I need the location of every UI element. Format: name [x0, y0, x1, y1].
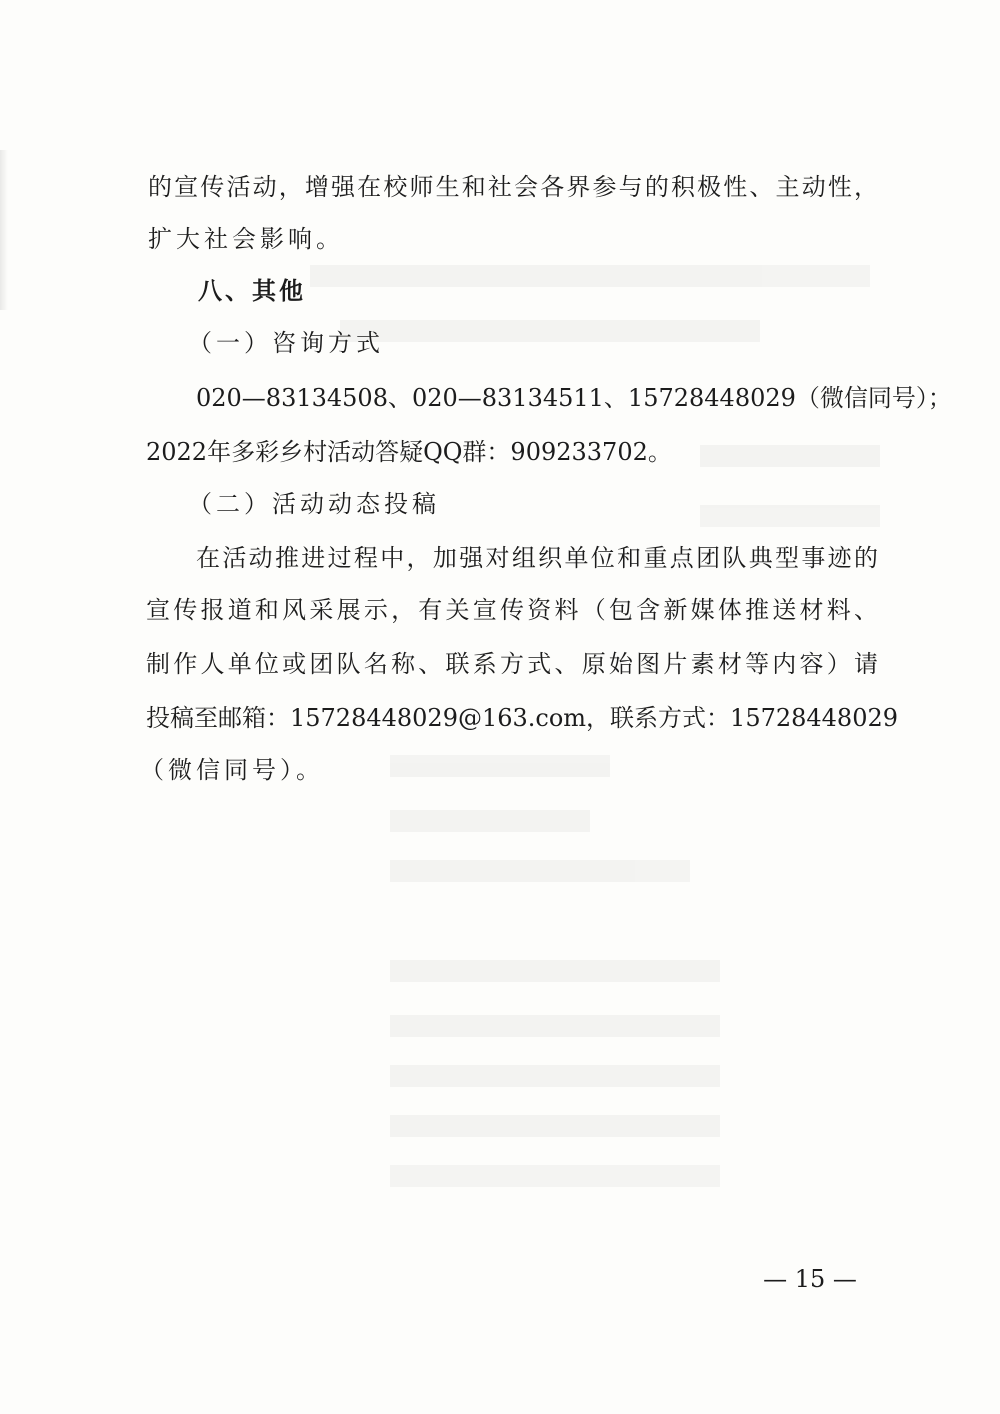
contact-phone-line: 020—83134508、020—83134511、15728448029（微信同号）； — [196, 384, 952, 412]
paragraph-line-4: 宣传报道和风采展示，有关宣传资料（包含新媒体推送材料、 — [146, 596, 878, 624]
subsection-heading-submission: （二）活动动态投稿 — [188, 490, 440, 518]
subsection-heading-contact: （一）咨询方式 — [188, 329, 384, 357]
section-heading-other: 八、其他 — [198, 277, 306, 305]
paragraph-line-1: 的宣传活动，增强在校师生和社会各界参与的积极性、主动性， — [148, 173, 878, 201]
contact-qq-line: 2022年多彩乡村活动答疑QQ群：909233702。 — [146, 438, 672, 466]
paragraph-line-2: 扩大社会影响。 — [148, 225, 344, 253]
paragraph-line-5: 制作人单位或团队名称、联系方式、原始图片素材等内容）请 — [146, 650, 878, 678]
paragraph-line-6: 投稿至邮箱：15728448029@163.com，联系方式：15728448029 — [146, 704, 899, 732]
paragraph-line-7: （微信同号）。 — [140, 756, 324, 784]
paragraph-line-3: 在活动推进过程中，加强对组织单位和重点团队典型事迹的 — [196, 544, 878, 572]
scan-edge-shadow — [0, 150, 8, 310]
page-number: — 15 — — [763, 1265, 857, 1293]
